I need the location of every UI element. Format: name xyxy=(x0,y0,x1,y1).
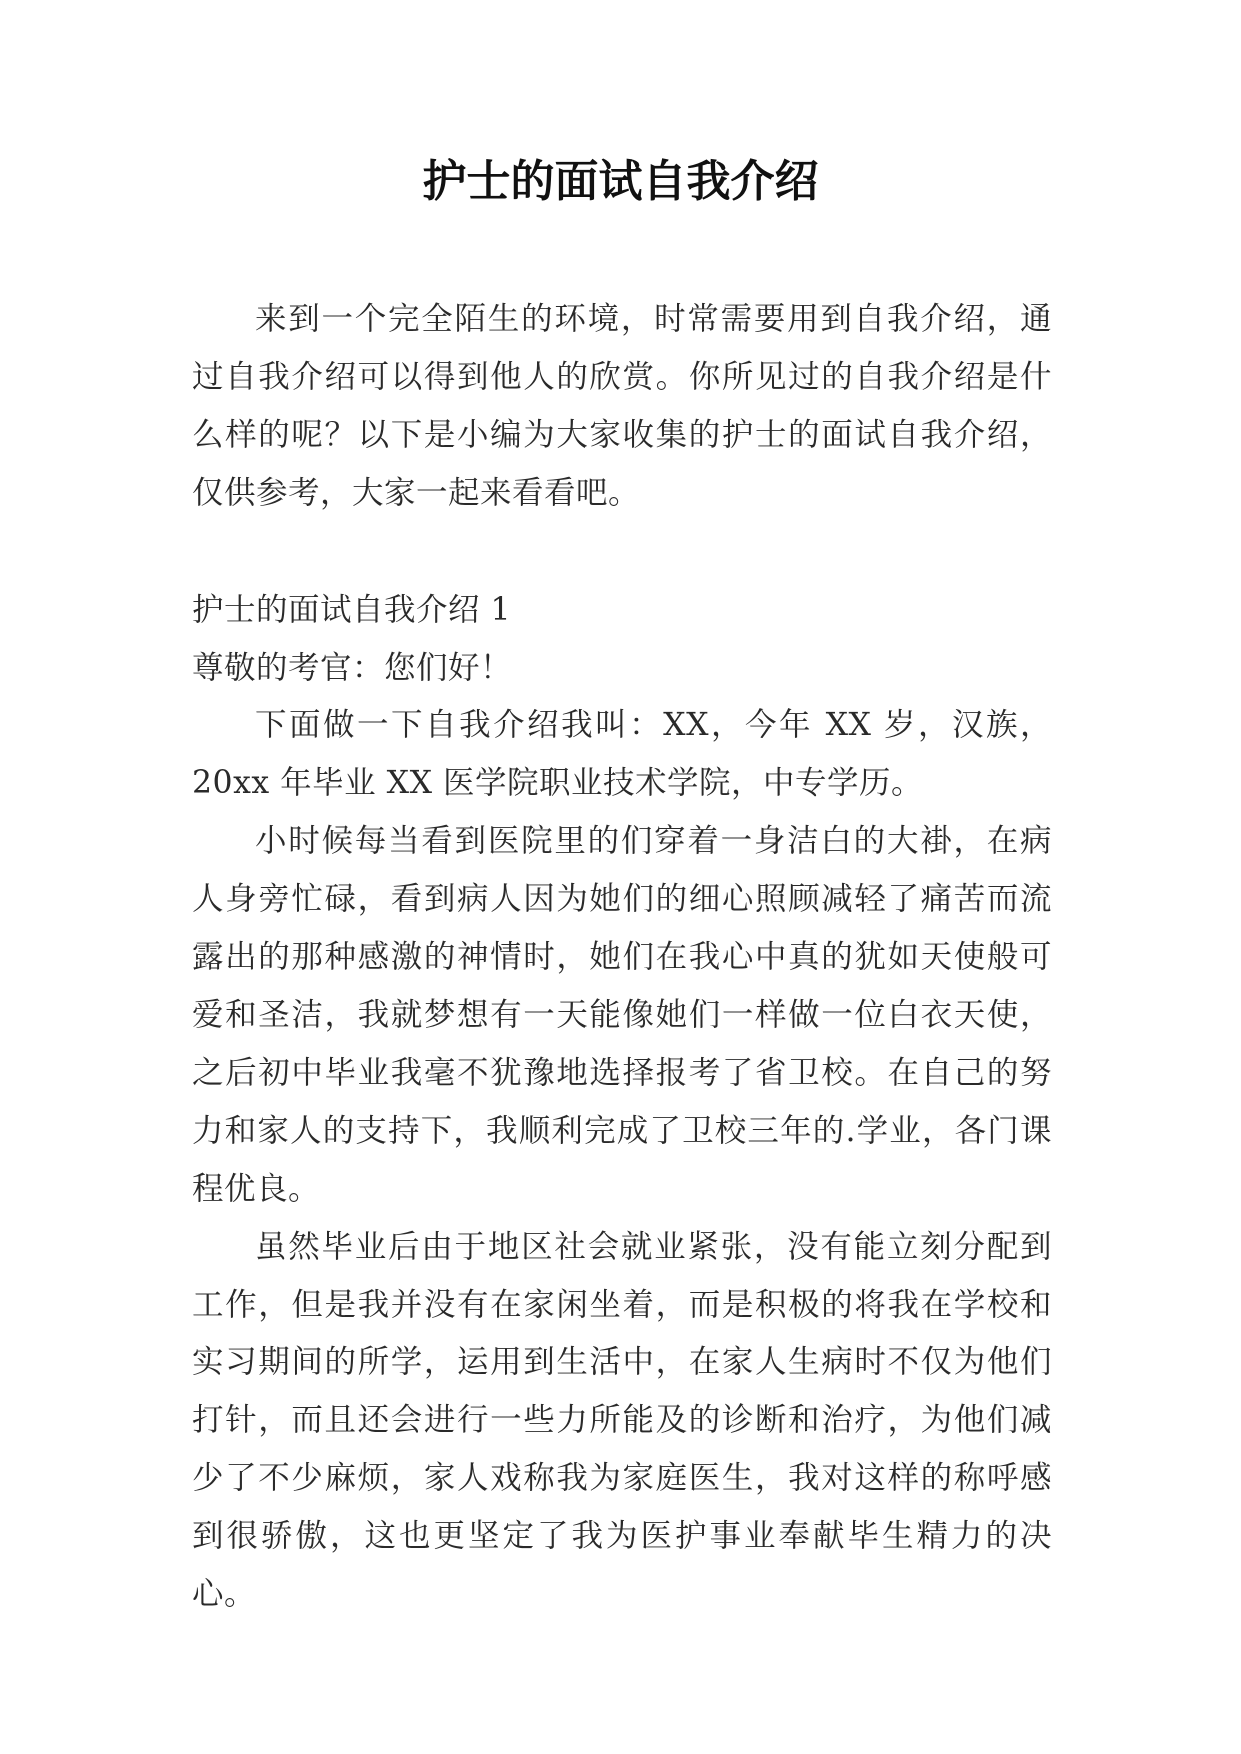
document-title: 护士的面试自我介绍 xyxy=(422,156,819,207)
body-paragraph-1: 下面做一下自我介绍我叫：XX，今年 XX 岁，汉族，20xx 年毕业 XX 医学院职业技术学院，中专学历。 xyxy=(192,707,1052,802)
body-paragraph-2: 小时候每当看到医院里的们穿着一身洁白的大褂，在病人身旁忙碌，看到病人因为她们的细心照顾减轻了痛苦而流露出的那种感激的神情时，她们在我心中真的犹如天使般可爱和圣洁，我就梦想有一天能像她们一样做一位白衣天使，之后初中毕业我毫不犹豫地选择报考了省卫校。在自己的努力和家人的支持下，我顺利完成了卫校三年的.学业，各门课程优良。 xyxy=(192,823,1052,1207)
paragraph-spacer xyxy=(192,523,1052,582)
greeting-line: 尊敬的考官：您们好！ xyxy=(192,649,513,686)
intro-paragraph: 来到一个完全陌生的环境，时常需要用到自我介绍，通过自我介绍可以得到他人的欣赏。你所见过的自我介绍是什么样的呢？以下是小编为大家收集的护士的面试自我介绍，仅供参考，大家一起来看看吧。 xyxy=(192,301,1052,511)
section-heading: 护士的面试自我介绍 1 xyxy=(192,591,512,628)
document-body xyxy=(192,291,1052,1624)
body-paragraph-3: 虽然毕业后由于地区社会就业紧张，没有能立刻分配到工作，但是我并没有在家闲坐着，而是积极的将我在学校和实习期间的所学，运用到生活中，在家人生病时不仅为他们打针，而且还会进行一些力所能及的诊断和治疗，为他们减少了不少麻烦，家人戏称我为家庭医生，我对这样的称呼感到很骄傲，这也更坚定了我为医护事业奉献毕生精力的决心。 xyxy=(192,1228,1052,1613)
